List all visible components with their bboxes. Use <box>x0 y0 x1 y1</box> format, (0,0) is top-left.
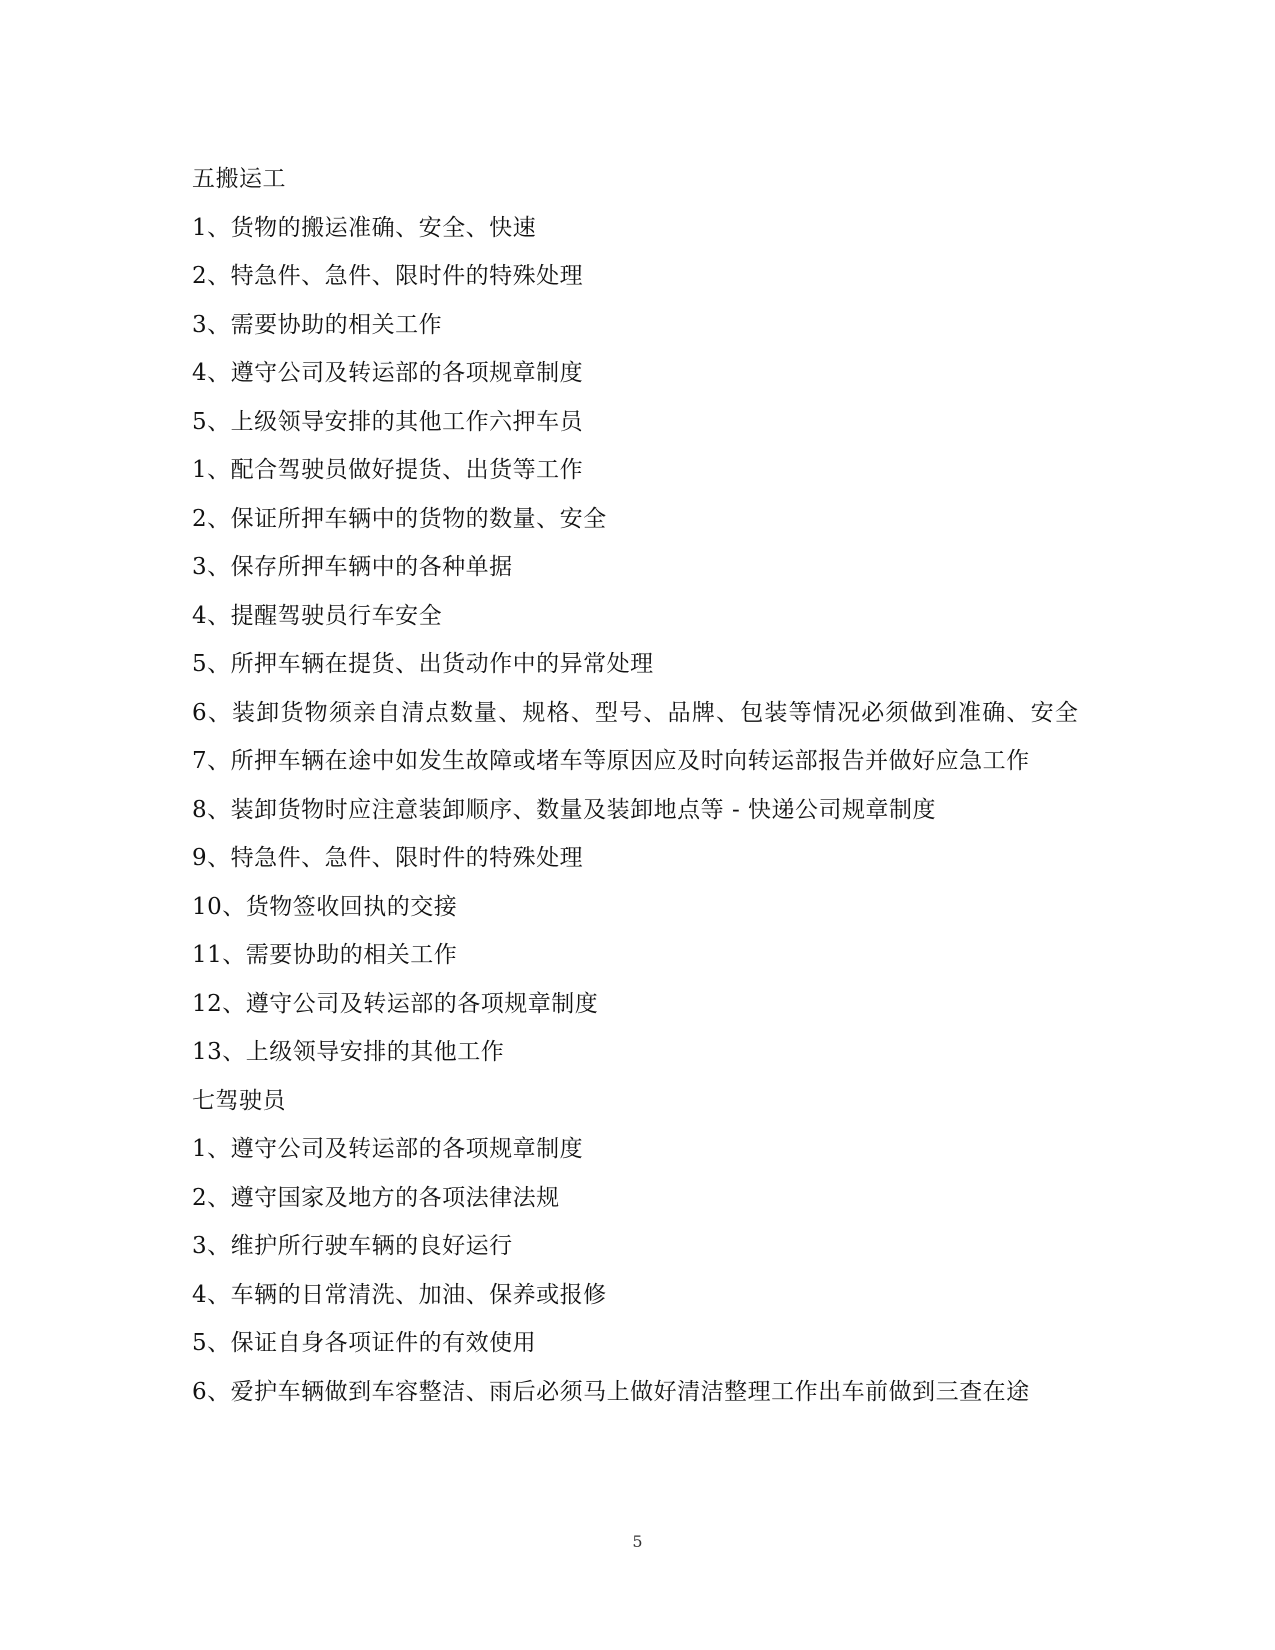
list-item: 7、所押车辆在途中如发生故障或堵车等原因应及时向转运部报告并做好应急工作 <box>192 748 1030 774</box>
list-item: 4、提醒驾驶员行车安全 <box>192 602 443 629</box>
list-item: 12、遵守公司及转运部的各项规章制度 <box>192 990 599 1017</box>
list-item: 1、配合驾驶员做好提货、出货等工作 <box>192 457 584 483</box>
list-item: 2、特急件、急件、限时件的特殊处理 <box>192 263 584 289</box>
list-item: 4、车辆的日常清洗、加油、保养或报修 <box>192 1281 607 1308</box>
list-item: 11、需要协助的相关工作 <box>192 942 458 968</box>
list-item: 2、保证所押车辆中的货物的数量、安全 <box>192 505 607 532</box>
page-number: 5 <box>632 1532 643 1551</box>
list-item: 2、遵守国家及地方的各项法律法规 <box>192 1184 560 1211</box>
list-item: 6、爱护车辆做到车容整洁、雨后必须马上做好清洁整理工作出车前做到三查在途 <box>192 1378 1030 1405</box>
list-item: 1、遵守公司及转运部的各项规章制度 <box>192 1136 584 1162</box>
list-item: 3、需要协助的相关工作 <box>192 311 443 338</box>
list-item: 4、遵守公司及转运部的各项规章制度 <box>192 360 584 386</box>
list-item: 5、上级领导安排的其他工作六押车员 <box>192 408 584 435</box>
list-item: 1、货物的搬运准确、安全、快速 <box>192 214 537 241</box>
list-item: 6、装卸货物须亲自清点数量、规格、型号、品牌、包装等情况必须做到准确、安全 <box>192 699 1080 726</box>
list-item: 10、货物签收回执的交接 <box>192 893 458 920</box>
list-item: 13、上级领导安排的其他工作 <box>192 1039 505 1065</box>
list-item: 3、保存所押车辆中的各种单据 <box>192 554 513 580</box>
list-item: 3、维护所行驶车辆的良好运行 <box>192 1233 513 1259</box>
section-heading-porter: 五搬运工 <box>192 166 286 192</box>
list-item: 5、保证自身各项证件的有效使用 <box>192 1330 537 1356</box>
list-item: 9、特急件、急件、限时件的特殊处理 <box>192 845 584 871</box>
document-body <box>192 155 1082 1416</box>
list-item: 5、所押车辆在提货、出货动作中的异常处理 <box>192 651 654 677</box>
section-heading-driver: 七驾驶员 <box>192 1087 286 1114</box>
list-item: 8、装卸货物时应注意装卸顺序、数量及装卸地点等 - 快递公司规章制度 <box>192 796 937 823</box>
